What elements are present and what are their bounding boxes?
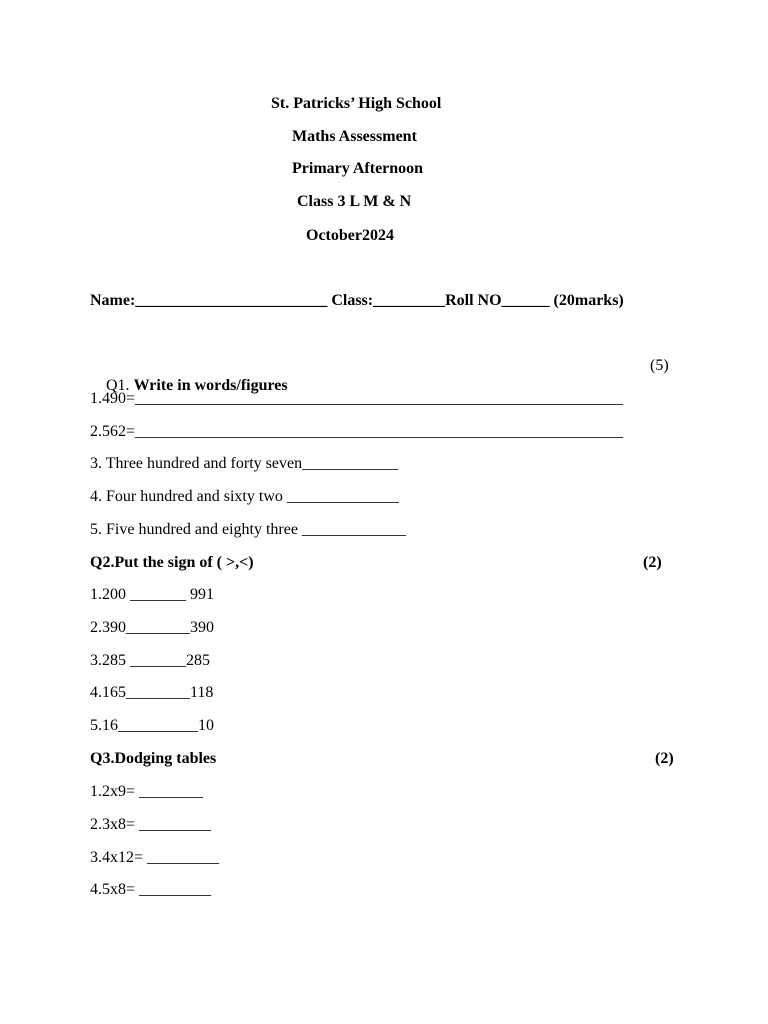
- q1-item: 3. Three hundred and forty seven____________: [90, 455, 399, 472]
- q2-marks: (2): [643, 554, 662, 571]
- q2-item: 1.200 _______ 991: [90, 586, 214, 603]
- subject-title: Maths Assessment: [292, 128, 417, 145]
- q3-item: 1.2x9= ________: [90, 783, 204, 800]
- date-title: October2024: [306, 227, 394, 244]
- school-name: St. Patricks’ High School: [271, 95, 442, 112]
- q2-item: 4.165________118: [90, 684, 214, 701]
- q1-item: 4. Four hundred and sixty two ______________: [90, 488, 399, 505]
- q3-item: 3.4x12= _________: [90, 849, 220, 866]
- q2-item: 2.390________390: [90, 619, 214, 636]
- class-title: Class 3 L M & N: [297, 193, 412, 210]
- q1-item: 5. Five hundred and eighty three _____________: [90, 521, 406, 538]
- q2-heading: Q2.Put the sign of ( >,<): [90, 554, 254, 571]
- student-info-line: Name:________________________ Class:_________Roll NO______ (20marks): [90, 292, 624, 309]
- q1-marks: (5): [650, 357, 669, 374]
- q1-prefix: Q1.: [106, 377, 134, 394]
- q2-item: 3.285 _______285: [90, 652, 210, 669]
- q1-title: Write in words/figures: [133, 377, 288, 394]
- q1-item: 1.490=_____________________________________________________________: [90, 390, 624, 407]
- q3-heading: Q3.Dodging tables: [90, 750, 217, 767]
- session-title: Primary Afternoon: [292, 160, 424, 177]
- q1-item: 2.562=_____________________________________________________________: [90, 423, 624, 440]
- q2-item: 5.16__________10: [90, 717, 214, 734]
- q3-item: 2.3x8= _________: [90, 816, 212, 833]
- q3-item: 4.5x8= _________: [90, 881, 212, 898]
- q3-marks: (2): [655, 750, 674, 767]
